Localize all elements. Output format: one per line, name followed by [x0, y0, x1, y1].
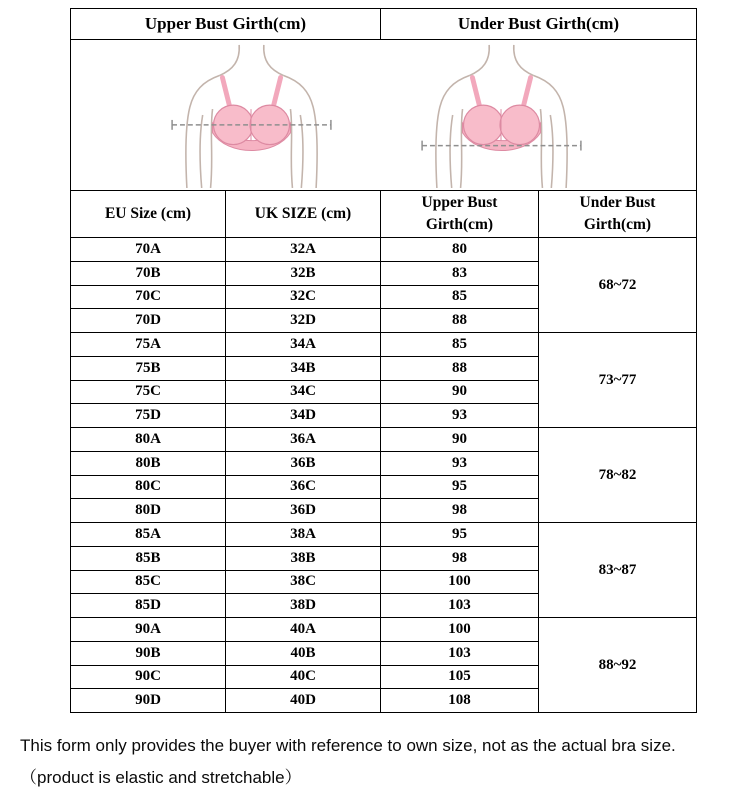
top-header-under-bust: Under Bust Girth(cm)	[381, 9, 697, 40]
eu-size-cell: 80D	[71, 499, 226, 523]
top-header-upper-bust: Upper Bust Girth(cm)	[71, 9, 381, 40]
under-bust-range-cell: 83~87	[539, 523, 697, 618]
upper-bust-cell: 98	[381, 546, 539, 570]
uk-size-cell: 32D	[226, 309, 381, 333]
eu-size-cell: 85B	[71, 546, 226, 570]
eu-size-cell: 70B	[71, 261, 226, 285]
under-bust-range-cell: 78~82	[539, 428, 697, 523]
uk-size-cell: 38B	[226, 546, 381, 570]
uk-size-cell: 40B	[226, 641, 381, 665]
footer-line-1: This form only provides the buyer with reference to own size, not as the actual bra size.	[20, 736, 676, 755]
upper-bust-cell: 95	[381, 475, 539, 499]
illustration-cell	[71, 40, 697, 191]
uk-size-cell: 36B	[226, 451, 381, 475]
col-header-line2: Girth(cm)	[583, 216, 652, 233]
uk-size-cell: 32A	[226, 238, 381, 262]
col-header-eu-size	[71, 191, 226, 238]
col-header-line1: Upper Bust	[421, 194, 498, 212]
eu-size-cell: 90D	[71, 689, 226, 713]
under-bust-range-cell: 73~77	[539, 333, 697, 428]
upper-bust-cell: 85	[381, 285, 539, 309]
upper-bust-cell: 80	[381, 238, 539, 262]
upper-bust-cell: 100	[381, 618, 539, 642]
under-bust-range-cell: 88~92	[539, 618, 697, 713]
upper-bust-cell: 83	[381, 261, 539, 285]
bra-upper-bust-illustration	[169, 42, 334, 188]
col-header-under-bust	[539, 191, 697, 238]
bra-strap-left	[472, 77, 480, 109]
col-header-line2: Girth(cm)	[425, 216, 494, 233]
eu-size-cell: 70C	[71, 285, 226, 309]
upper-bust-cell: 93	[381, 451, 539, 475]
eu-size-cell: 85C	[71, 570, 226, 594]
col-header-uk-size	[226, 191, 381, 238]
col-header-upper-bust	[381, 191, 539, 238]
upper-bust-cell: 100	[381, 570, 539, 594]
eu-size-cell: 70A	[71, 238, 226, 262]
upper-bust-cell: 90	[381, 380, 539, 404]
bra-strap-right	[273, 77, 281, 109]
bra-cup-right	[500, 105, 539, 144]
uk-size-cell: 34C	[226, 380, 381, 404]
bra-cup-left	[464, 105, 503, 144]
eu-size-cell: 70D	[71, 309, 226, 333]
bra-under-bust-illustration	[419, 42, 584, 188]
eu-size-cell: 80A	[71, 428, 226, 452]
upper-bust-cell: 103	[381, 641, 539, 665]
uk-size-cell: 36D	[226, 499, 381, 523]
uk-size-cell: 40D	[226, 689, 381, 713]
eu-size-cell: 85D	[71, 594, 226, 618]
eu-size-cell: 75C	[71, 380, 226, 404]
upper-bust-cell: 85	[381, 333, 539, 357]
col-header-line1: EU Size (cm)	[104, 205, 192, 223]
uk-size-cell: 38D	[226, 594, 381, 618]
eu-size-cell: 80C	[71, 475, 226, 499]
uk-size-cell: 38A	[226, 523, 381, 547]
column-header-row	[71, 191, 697, 238]
table-row	[71, 238, 697, 262]
upper-bust-cell: 88	[381, 356, 539, 380]
eu-size-cell: 75D	[71, 404, 226, 428]
footer-note	[20, 730, 738, 794]
uk-size-cell: 36C	[226, 475, 381, 499]
eu-size-cell: 80B	[71, 451, 226, 475]
illustration-row	[71, 40, 697, 191]
table-row	[71, 428, 697, 452]
uk-size-cell: 34B	[226, 356, 381, 380]
illustration-wrap	[71, 41, 696, 190]
size-chart-table	[70, 8, 697, 713]
uk-size-cell: 34A	[226, 333, 381, 357]
eu-size-cell: 90B	[71, 641, 226, 665]
uk-size-cell: 32C	[226, 285, 381, 309]
upper-bust-cell: 93	[381, 404, 539, 428]
uk-size-cell: 40A	[226, 618, 381, 642]
upper-bust-cell: 88	[381, 309, 539, 333]
upper-bust-cell: 108	[381, 689, 539, 713]
table-row	[71, 333, 697, 357]
upper-bust-cell: 105	[381, 665, 539, 689]
eu-size-cell: 90A	[71, 618, 226, 642]
upper-bust-cell: 90	[381, 428, 539, 452]
footer-line-2: （product is elastic and stretchable）	[20, 768, 302, 787]
table-row	[71, 523, 697, 547]
upper-bust-cell: 98	[381, 499, 539, 523]
upper-bust-cell: 103	[381, 594, 539, 618]
upper-bust-cell: 95	[381, 523, 539, 547]
uk-size-cell: 32B	[226, 261, 381, 285]
under-bust-range-cell: 68~72	[539, 238, 697, 333]
eu-size-cell: 75B	[71, 356, 226, 380]
uk-size-cell: 38C	[226, 570, 381, 594]
table-row	[71, 618, 697, 642]
col-header-line1: Under Bust	[579, 194, 656, 212]
eu-size-cell: 75A	[71, 333, 226, 357]
uk-size-cell: 40C	[226, 665, 381, 689]
bra-strap-right	[523, 77, 531, 109]
uk-size-cell: 36A	[226, 428, 381, 452]
top-header-row	[71, 9, 697, 40]
eu-size-cell: 85A	[71, 523, 226, 547]
uk-size-cell: 34D	[226, 404, 381, 428]
col-header-line1: UK SIZE (cm)	[254, 205, 352, 223]
bra-strap-left	[222, 77, 230, 109]
eu-size-cell: 90C	[71, 665, 226, 689]
